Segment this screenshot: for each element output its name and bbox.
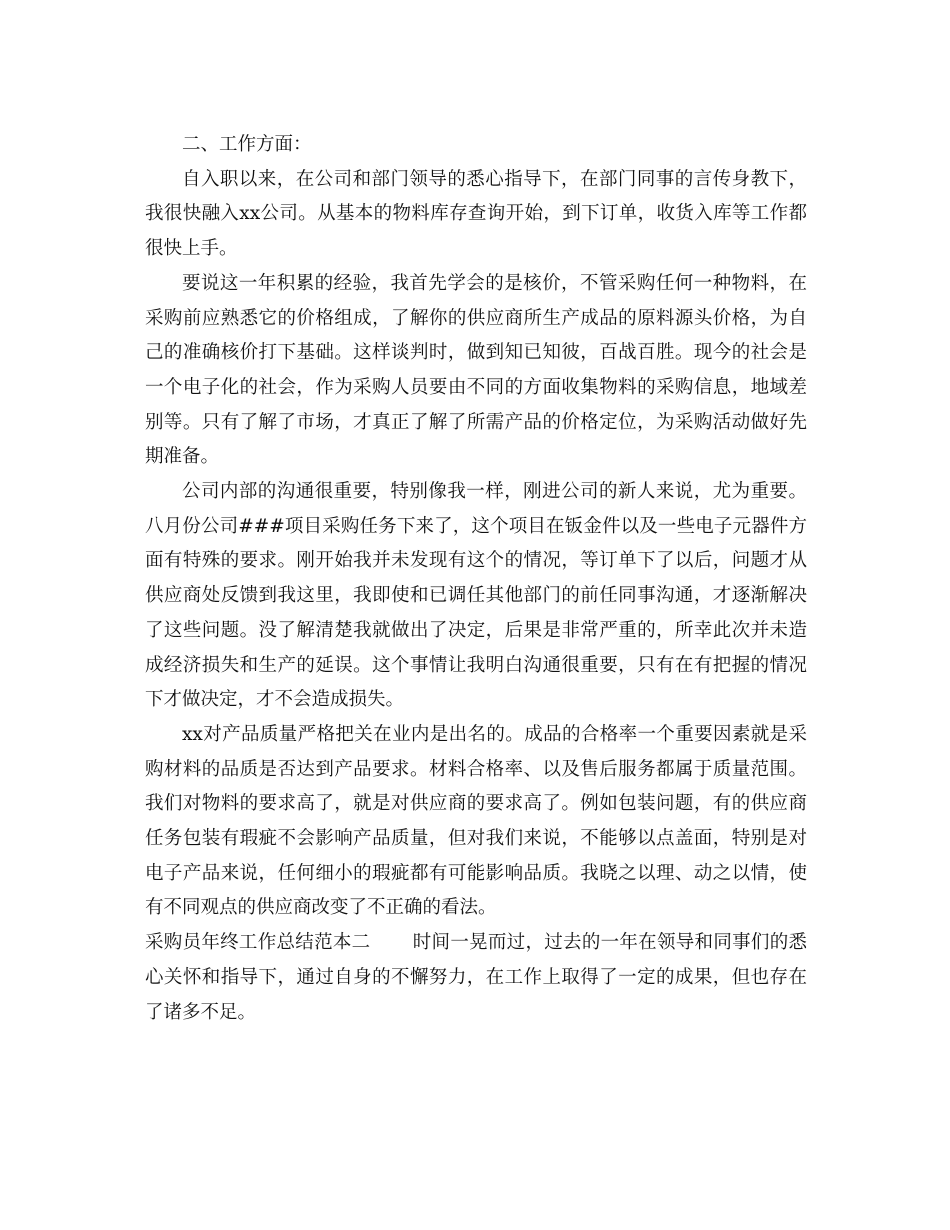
paragraph-4: xx对产品质量严格把关在业内是出名的。成品的合格率一个重要因素就是采购材料的品质是否达到产品要求。材料合格率、以及售后服务都属于质量范围。我们对物料的要求高了，就是对供应商的要求高了。例如包装问题，有的供应商任务包装有瑕疵不会影响产品质量，但对我们来说，不能够以点盖面，特别是对电子产品来说，任何细小的瑕疵都有可能影响品质。我晓之以理、动之以情，使有不同观点的供应商改变了不正确的看法。 <box>145 723 807 919</box>
next-section-line <box>145 926 807 1030</box>
next-section-title: 采购员年终工作总结范本二 <box>145 932 371 954</box>
section-heading: 二、工作方面： <box>182 134 312 155</box>
document-body <box>145 128 807 1030</box>
paragraph-3: 公司内部的沟通很重要，特别像我一样，刚进公司的新人来说，尤为重要。八月份公司###项目采购任务下来了，这个项目在钣金件以及一些电子元器件方面有特殊的要求。刚开始我并未发现有这个的情况，等订单下了以后，问题才从供应商处反馈到我这里，我即使和已调任其他部门的前任同事沟通，才逐渐解决了这些问题。没了解清楚我就做出了决定，后果是非常严重的，所幸此次并未造成经济损失和生产的延误。这个事情让我明白沟通很重要，只有在有把握的情况下才做决定，才不会造成损失。 <box>145 481 807 711</box>
paragraph-1: 自入职以来，在公司和部门领导的悉心指导下，在部门同事的言传身教下，我很快融入xx公司。从基本的物料库存查询开始，到下订单，收货入库等工作都很快上手。 <box>145 168 807 260</box>
paragraph-2: 要说这一年积累的经验，我首先学会的是核价，不管采购任何一种物料，在采购前应熟悉它的价格组成，了解你的供应商所生产成品的原料源头价格，为自己的准确核价打下基础。这样谈判时，做到知已知彼，百战百胜。现今的社会是一个电子化的社会，作为采购人员要由不同的方面收集物料的采购信息，地域差别等。只有了解了市场，才真正了解了所需产品的价格定位，为采购活动做好先期准备。 <box>145 272 807 468</box>
next-section-text: 时间一晃而过，过去的一年在领导和同事们的悉心关怀和指导下，通过自身的不懈努力，在工作上取得了一定的成果，但也存在了诸多不足。 <box>145 932 807 1023</box>
